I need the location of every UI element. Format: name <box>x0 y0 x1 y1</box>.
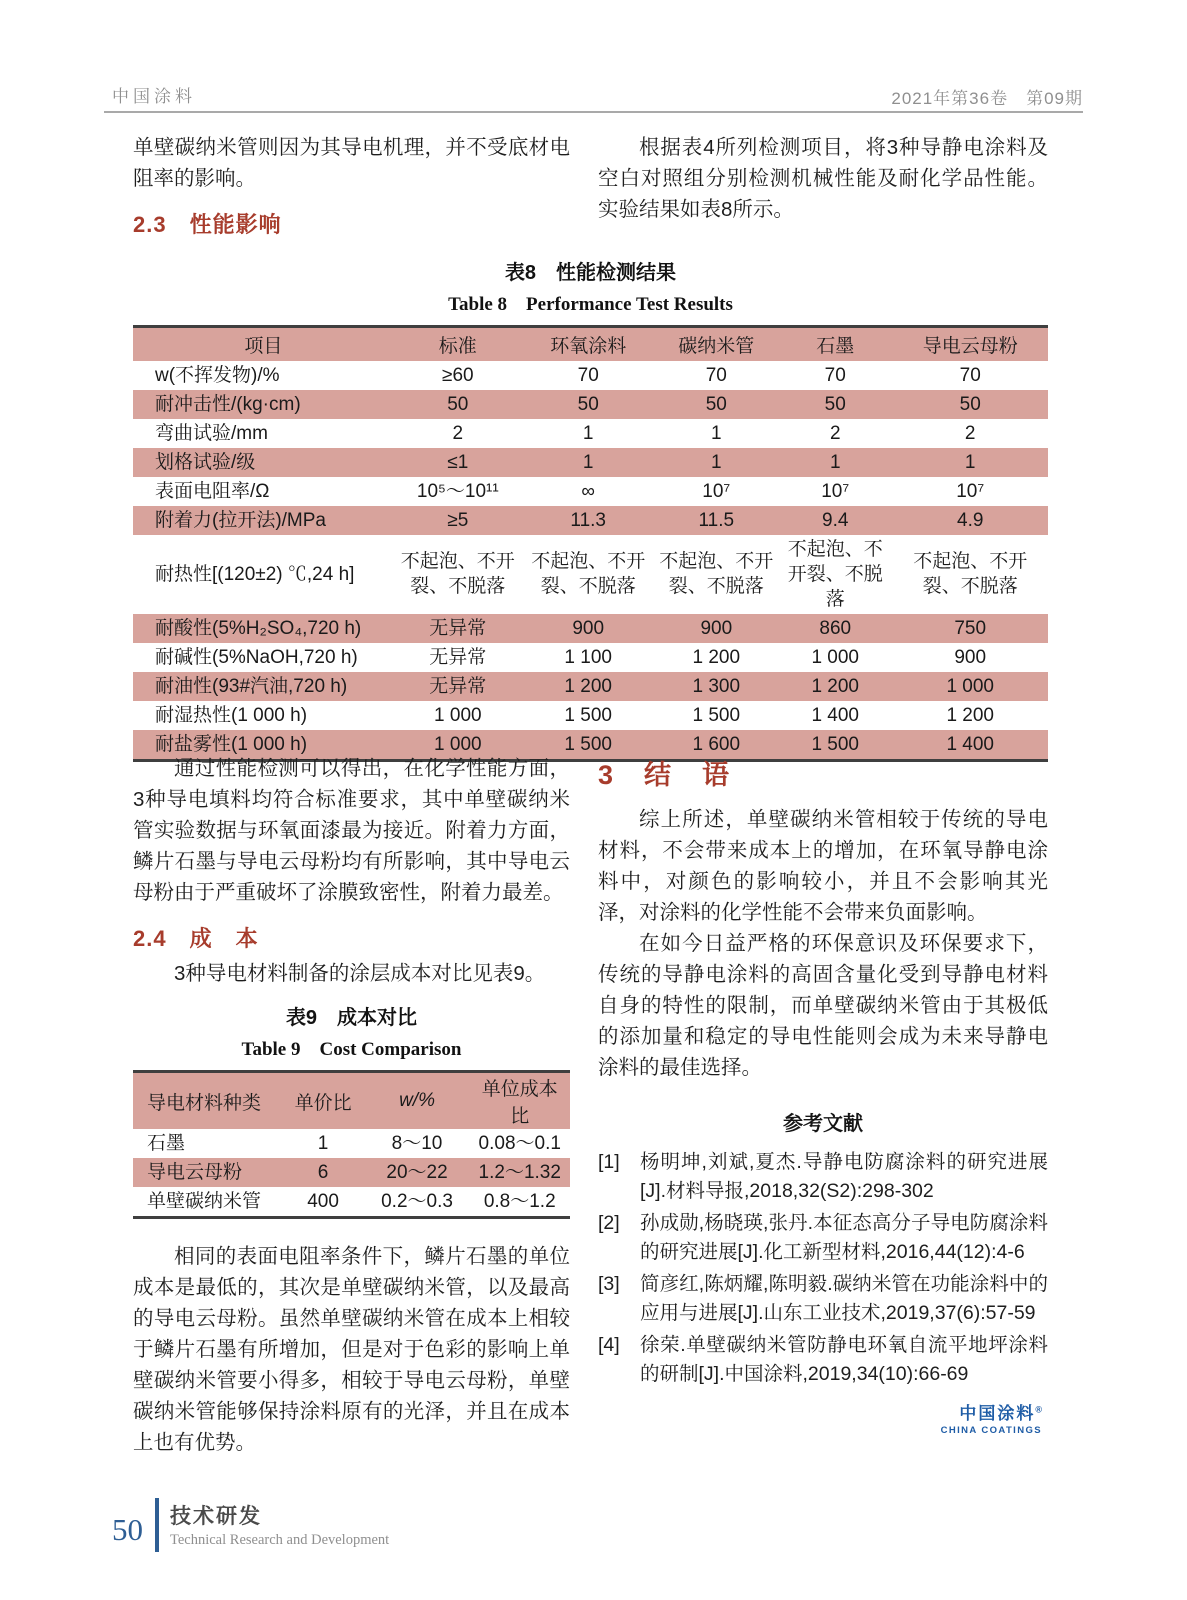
table-cell: 1 200 <box>778 672 892 701</box>
table-cell: ≥60 <box>442 364 474 386</box>
table8-header-row <box>133 327 1048 361</box>
table-cell: w(不挥发物)/% <box>155 364 280 386</box>
table-cell: 50 <box>394 390 522 419</box>
table-header-cell: 环氧涂料 <box>522 327 655 361</box>
body-paragraph: 单壁碳纳米管则因为其导电机理，并不受底材电阻率的影响。 <box>133 136 570 190</box>
table-cell: 不起泡、不开裂、不脱落 <box>913 551 1028 597</box>
table-cell: 1 000 <box>394 730 522 761</box>
table-cell: 1 400 <box>892 730 1048 761</box>
table-cell: 1 200 <box>946 704 994 726</box>
table-row <box>133 643 1048 672</box>
table-cell: 2 <box>829 422 841 444</box>
table-cell: 划格试验/级 <box>133 448 394 477</box>
table-cell: 1 600 <box>655 730 779 761</box>
table-cell: 9.4 <box>778 506 892 535</box>
table-cell: 50 <box>778 390 892 419</box>
table-row <box>133 701 1048 730</box>
table-cell: 1 200 <box>692 646 741 668</box>
table-row <box>133 1187 570 1218</box>
table-cell: 1 000 <box>892 672 1048 701</box>
table-cell: 1 000 <box>434 704 482 726</box>
table-cell: 耐盐雾性(1 000 h) <box>133 730 394 761</box>
table9-body <box>133 1129 570 1218</box>
table-cell: 11.5 <box>655 506 779 535</box>
table-cell: 0.8～1.2 <box>483 1191 556 1212</box>
table-header-cell: 标准 <box>394 327 522 361</box>
middle-columns <box>133 753 1048 1458</box>
table-cell: 无异常 <box>429 646 487 668</box>
table-cell: 1.2～1.32 <box>469 1158 570 1187</box>
table9-title-zh: 表9 成本对比 <box>285 1007 418 1029</box>
table-cell: 耐热性[(120±2) ℃,24 h] <box>155 563 355 585</box>
table-row <box>133 448 1048 477</box>
reference-number: [4] <box>598 1334 620 1356</box>
reference-number: [2] <box>598 1212 620 1234</box>
table-cell: 900 <box>954 646 987 668</box>
middle-right-column <box>598 753 1048 1458</box>
table-cell: 1 500 <box>692 704 741 726</box>
table-cell: 耐碱性(5%NaOH,720 h) <box>155 646 358 668</box>
table-row <box>133 506 1048 535</box>
table-cell: 弯曲试验/mm <box>155 422 268 444</box>
table-cell: ∞ <box>581 480 595 502</box>
reference-number: [3] <box>598 1273 620 1295</box>
logo-zh-label: 中国涂料 <box>959 1404 1036 1423</box>
table-header-cell: 项目 <box>133 327 394 361</box>
table-cell: 1 <box>582 422 594 444</box>
table-cell: 附着力(拉开法)/MPa <box>133 506 394 535</box>
china-coatings-logo <box>598 1399 1048 1436</box>
table-row <box>133 477 1048 506</box>
footer-divider-bar <box>155 1498 159 1552</box>
table-cell: 50 <box>892 390 1048 419</box>
table-row <box>133 1158 570 1187</box>
table-cell: 耐酸性(5%H₂SO₄,720 h) <box>133 614 394 643</box>
table-row <box>133 614 1048 643</box>
table8-title-en: Table 8 Performance Test Results <box>448 294 733 315</box>
table-header-cell: 碳纳米管 <box>655 327 779 361</box>
reference-item <box>598 1331 1048 1389</box>
header-rule <box>104 111 1083 113</box>
table-header-cell: w/% <box>365 1072 470 1130</box>
reference-item <box>598 1148 1048 1206</box>
table-cell: ≥5 <box>394 506 522 535</box>
table-cell: 耐油性(93#汽油,720 h) <box>133 672 394 701</box>
table-cell: 1 500 <box>522 730 655 761</box>
table-row <box>133 390 1048 419</box>
table-cell: 900 <box>522 614 655 643</box>
table-row <box>133 672 1048 701</box>
reference-item <box>598 1270 1048 1328</box>
table9-title-en: Table 9 Cost Comparison <box>241 1039 462 1060</box>
table-header-cell: 石墨 <box>778 327 892 361</box>
table-cell: 0.08～0.1 <box>478 1133 561 1154</box>
footer-column-en: Technical Research and Development <box>170 1532 390 1548</box>
table-cell: 0.2～0.3 <box>381 1191 453 1212</box>
reference-number: [1] <box>598 1151 620 1173</box>
table-cell: 10⁷ <box>702 480 731 502</box>
header-journal-name: 中国涂料 <box>112 87 196 106</box>
table-cell: 400 <box>307 1191 339 1212</box>
table-cell: 导电云母粉 <box>133 1158 282 1187</box>
reference-text: 杨明坤,刘斌,夏杰.导静电防腐涂料的研究进展[J].材料导报,2018,32(S2):298-302 <box>640 1151 1048 1202</box>
table9-titles <box>133 1001 570 1061</box>
section-heading-3: 3 结 语 <box>598 760 732 790</box>
footer-column-zh: 技术研发 <box>170 1505 262 1528</box>
table-header-cell: 导电材料种类 <box>133 1072 282 1130</box>
body-paragraph: 3种导电材料制备的涂层成本对比见表9。 <box>174 962 546 985</box>
table-cell: 1 000 <box>811 646 859 668</box>
logo-zh-text <box>598 1399 1042 1424</box>
table-cell: 2 <box>964 422 976 444</box>
middle-left-column <box>133 753 570 1458</box>
table-row <box>133 1129 570 1158</box>
table-cell: 50 <box>522 390 655 419</box>
table-cell: 10⁵～10¹¹ <box>416 480 499 502</box>
section-heading-2-3: 2.3 性能影响 <box>133 212 282 237</box>
body-paragraph: 根据表4所列检测项目，将3种导静电涂料及空白对照组分别检测机械性能及耐化学品性能。实验结果如表8所示。 <box>598 136 1048 221</box>
table-row <box>133 361 1048 390</box>
table8-section <box>133 256 1048 762</box>
table-cell: ≤1 <box>394 448 522 477</box>
table-cell: 不起泡、不开裂、不脱落 <box>659 551 774 597</box>
table-cell: 不起泡、不开裂、不脱落 <box>400 551 515 597</box>
page-number: 50 <box>112 1512 143 1547</box>
table-cell: 1 300 <box>655 672 779 701</box>
table-cell: 1 <box>522 448 655 477</box>
table-cell: 无异常 <box>394 614 522 643</box>
table-cell: 1 <box>778 448 892 477</box>
logo-en-text: CHINA COATINGS <box>940 1425 1042 1436</box>
table-cell: 4.9 <box>892 506 1048 535</box>
table-header-cell: 导电云母粉 <box>892 327 1048 361</box>
table-cell: 无异常 <box>394 672 522 701</box>
table-cell: 11.3 <box>522 506 655 535</box>
table-cell: 1 100 <box>564 646 612 668</box>
table-cell: 耐湿热性(1 000 h) <box>155 704 308 726</box>
body-paragraph: 相同的表面电阻率条件下，鳞片石墨的单位成本是最低的，其次是单壁碳纳米管，以及最高的导电云母粉。虽然单壁碳纳米管在成本上相较于鳞片石墨有所增加，但是对于色彩的影响上单壁碳纳米管要小得多，相较于导电云母粉，单壁碳纳米管能够保持涂料原有的光泽，并且在成本上也有优势。 <box>133 1245 570 1454</box>
table-row <box>133 419 1048 448</box>
table-cell: 1 200 <box>522 672 655 701</box>
table-cell: 1 <box>317 1133 329 1154</box>
section-heading-2-4: 2.4 成 本 <box>133 926 259 951</box>
table-cell: 1 400 <box>811 704 859 726</box>
reference-text: 简彦红,陈炳耀,陈明毅.碳纳米管在功能涂料中的应用与进展[J].山东工业技术,2019,37(6):57-59 <box>640 1273 1048 1324</box>
table-header-cell: 单价比 <box>282 1072 365 1130</box>
table-cell: 860 <box>778 614 892 643</box>
table-cell: 70 <box>959 364 981 386</box>
table-cell: 单壁碳纳米管 <box>147 1191 262 1212</box>
table8 <box>133 325 1048 762</box>
table-cell: 20～22 <box>365 1158 470 1187</box>
table-cell: 2 <box>452 422 464 444</box>
table9-header-row <box>133 1072 570 1130</box>
header-issue-info: 2021年第36卷 第09期 <box>891 89 1083 108</box>
table-cell: 1 <box>711 422 722 444</box>
table-cell: 1 <box>892 448 1048 477</box>
table-cell: 耐冲击性/(kg·cm) <box>133 390 394 419</box>
table8-body <box>133 361 1048 761</box>
table-cell: 50 <box>655 390 779 419</box>
table9 <box>133 1070 570 1219</box>
logo-trademark: ® <box>1035 1404 1042 1415</box>
top-right-column <box>598 132 1048 239</box>
top-columns <box>133 132 1048 239</box>
table8-title-zh: 表8 性能检测结果 <box>504 262 677 284</box>
table-row <box>133 535 1048 614</box>
table-cell: 10⁷ <box>956 480 985 502</box>
table-cell: 8～10 <box>391 1133 443 1154</box>
table-cell: 70 <box>824 364 846 386</box>
table-cell: 70 <box>577 364 599 386</box>
table-cell: 70 <box>705 364 727 386</box>
footer-column-labels <box>170 1498 389 1552</box>
top-left-column <box>133 132 570 239</box>
table-cell: 不起泡、不开裂、不脱落 <box>787 538 883 610</box>
table-cell: 6 <box>282 1158 365 1187</box>
body-paragraph: 在如今日益严格的环保意识及环保要求下，传统的导静电涂料的高固含量化受到导静电材料自身的特性的限制，而单壁碳纳米管由于其极低的添加量和稳定的导电性能则会成为未来导静电涂料的最佳选择。 <box>598 932 1048 1079</box>
reference-item <box>598 1209 1048 1267</box>
table-cell: 750 <box>892 614 1048 643</box>
references-heading: 参考文献 <box>783 1113 863 1135</box>
table-cell: 1 500 <box>778 730 892 761</box>
table-cell: 表面电阻率/Ω <box>155 480 270 502</box>
page-footer <box>112 1498 389 1552</box>
table-cell: 900 <box>655 614 779 643</box>
body-paragraph: 通过性能检测可以得出，在化学性能方面，3种导电填料均符合标准要求，其中单壁碳纳米管实验数据与环氧面漆最为接近。附着力方面，鳞片石墨与导电云母粉均有所影响，其中导电云母粉由于严重破坏了涂膜致密性，附着力最差。 <box>133 757 570 904</box>
table-cell: 1 500 <box>564 704 612 726</box>
reference-text: 孙成勋,杨晓瑛,张丹.本征态高分子导电防腐涂料的研究进展[J].化工新型材料,2016,44(12):4-6 <box>640 1212 1048 1263</box>
table-cell: 石墨 <box>147 1133 186 1154</box>
table-header-cell: 单位成本比 <box>469 1072 570 1130</box>
body-paragraph: 综上所述，单壁碳纳米管相较于传统的导电材料，不会带来成本上的增加，在环氧导静电涂料中，对颜色的影响较小，并且不会影响其光泽，对涂料的化学性能不会带来负面影响。 <box>598 808 1048 924</box>
table-cell: 1 <box>655 448 779 477</box>
table-cell: 10⁷ <box>821 480 850 502</box>
table-cell: 不起泡、不开裂、不脱落 <box>531 551 646 597</box>
reference-text: 徐荣.单壁碳纳米管防静电环氧自流平地坪涂料的研制[J].中国涂料,2019,34(10):66-69 <box>640 1334 1048 1385</box>
